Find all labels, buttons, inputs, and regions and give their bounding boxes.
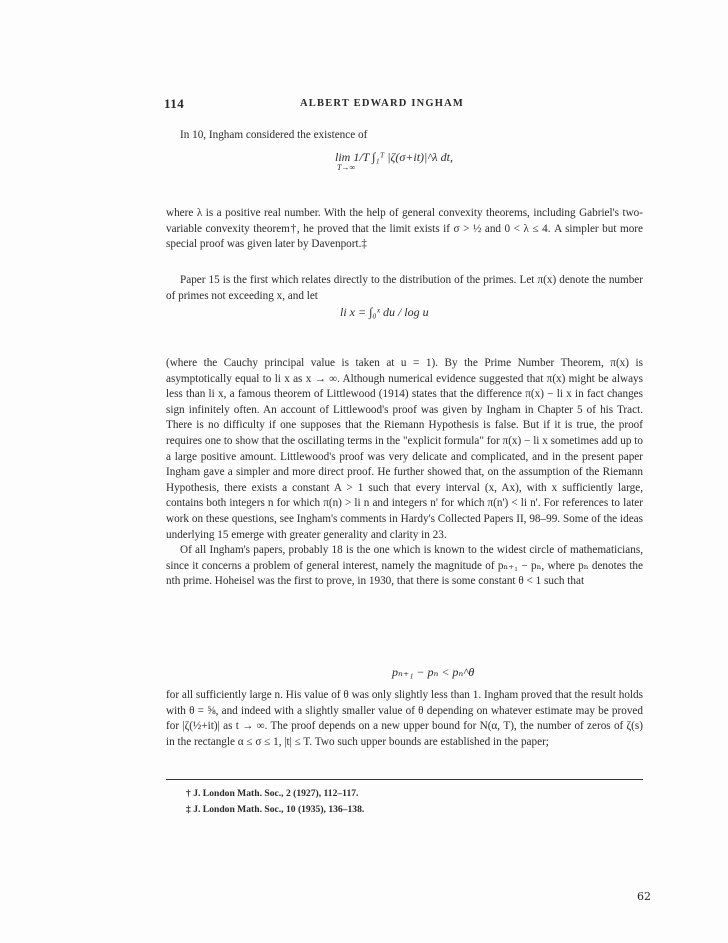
paragraph-littlewood-text: (where the Cauchy principal value is taken at u = 1). By the Prime Number Theorem, π(x) is asymptotically equal to li x as x → ∞. Although numerical evidence suggested that π(x) might be always less than li x, a famous theorem of Littlewood (1914) states that the difference π(x) − li x in fact changes sign infinitely often. An account of Littlewood's proof was given by Ingham in Chapter 5 of his Tract. There is no difficulty if one supposes that the Riemann Hypothesis is false. But if it is true, the proof requires one to show that the oscillating terms in the "explicit formula" for π(x) − li x sometimes add up to a large positive amount. Littlewood's proof was very delicate and complicated, and in the present paper Ingham gave a simpler and more direct proof. He further showed that, on the assumption of the Riemann Hypothesis, there exists a constant A > 1 such that every interval (x, Ax), with x sufficiently large, contains both integers n for which π(n) > li n and integers n' for which π(n') < li n'. For references to later work on these questions, see Ingham's comments in Hardy's Collected Papers II, 98–99. Some of the ideas underlying 15 emerge with greater generality and clarity in 23. [166, 357, 643, 541]
equation-mean-value-text: lim 1/T ∫₁ᵀ |ζ(σ+it)|^λ dt, [335, 150, 453, 164]
paragraph-primes-intro [166, 273, 643, 304]
sheet-page-number: 62 [637, 890, 651, 903]
paragraph-ingham-result: for all sufficiently large n. His value of θ was only slightly less than 1. Ingham proved that the result holds with θ = ⅝, and indeed with a slightly smaller value of θ depending on whatever estimate may be proved for |ζ(½+it)| as t → ∞. The proof depends on a new upper bound for N(α, T), the number of zeros of ζ(s) in the rectangle α ≤ σ ≤ 1, |t| ≤ T. Two such upper bounds are established in the paper; [166, 689, 643, 748]
equation-mean-value [335, 150, 453, 172]
running-head: ALBERT EDWARD INGHAM [300, 98, 465, 109]
page-number: 114 [164, 96, 185, 111]
equation-prime-gap: pₙ₊₁ − pₙ < pₙ^θ [392, 665, 475, 679]
paragraph-intro: In 10, Ingham considered the existence of [180, 129, 368, 141]
footnote-2: ‡ J. London Math. Soc., 10 (1935), 136–138. [186, 804, 365, 815]
paragraph-primes-intro-text: Paper 15 is the first which relates directly to the distribution of the primes. Let π(x) denote the number of primes not exceeding x, and let [166, 274, 643, 302]
paragraph-convexity: where λ is a positive real number. With the help of general convexity theorems, including Gabriel's two-variable convexity theorem†, he proved that the limit exists if σ > ½ and 0 < λ ≤ 4. A simpler but more special proof was given later by Davenport.‡ [166, 207, 643, 251]
paragraph-prime-gaps: Of all Ingham's papers, probably 18 is the one which is known to the widest circle of mathematicians, since it concerns a problem of general interest, namely the magnitude of pₙ₊₁ − pₙ, where pₙ denotes the nth prime. Hoheisel was the first to prove, in 1930, that there is some constant θ < 1 such that [166, 544, 643, 588]
footnote-1: † J. London Math. Soc., 2 (1927), 112–117. [186, 788, 359, 799]
paragraph-littlewood [166, 356, 643, 590]
equation-limit-subscript: T→∞ [337, 163, 356, 172]
footnote-rule [166, 779, 643, 780]
equation-logarithmic-integral: li x = ∫₀ˣ du / log u [340, 305, 429, 319]
